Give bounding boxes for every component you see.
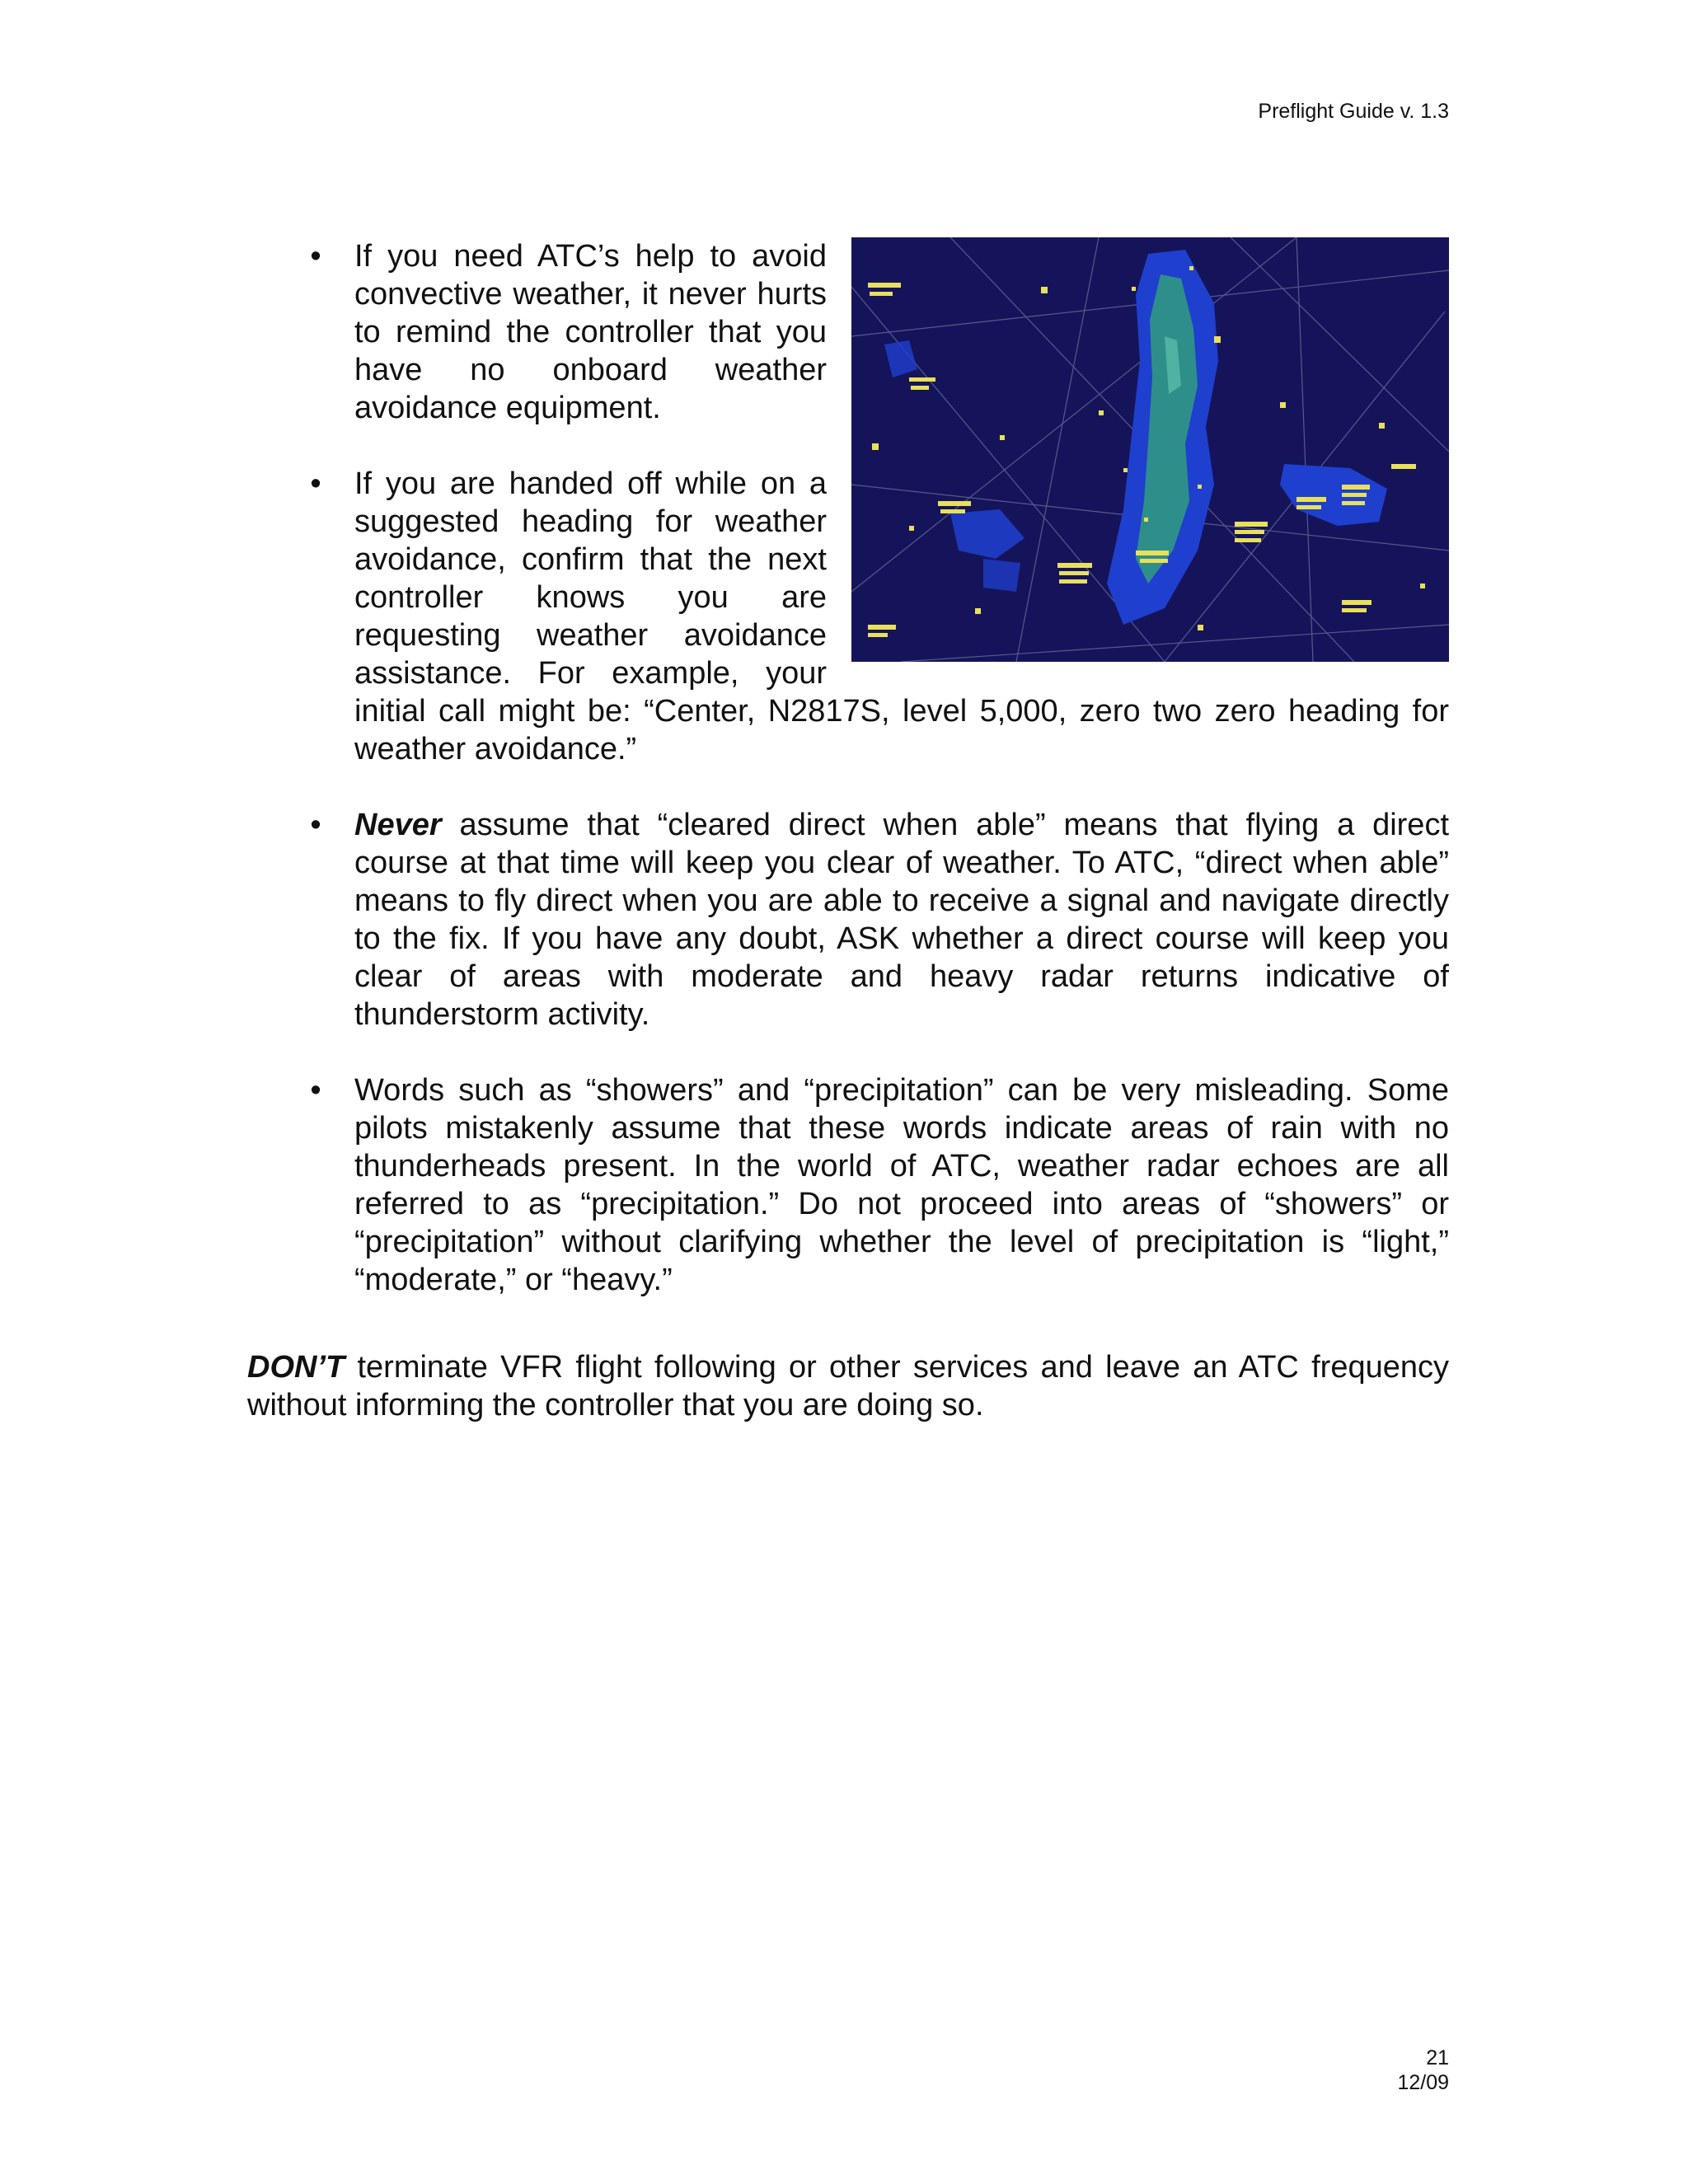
- bullet-text: If you need ATC’s help to avoid convective weather, it never hurts to remind the controller that you have no onboard weather avoidance equipment.: [354, 239, 827, 425]
- bullet-icon: •: [310, 466, 321, 501]
- closing-text: terminate VFR flight following or other services and leave an ATC frequency without informing the controller that you are doing so.: [247, 1350, 1449, 1422]
- emphasis-dont: DON’T: [247, 1350, 345, 1385]
- bullet-item: [247, 237, 1449, 427]
- page-footer: [1397, 2046, 1449, 2095]
- page-header: Preflight Guide v. 1.3: [1258, 100, 1449, 123]
- bullet-item: [247, 465, 1449, 768]
- bullet-item: [247, 1071, 1449, 1299]
- bullet-icon: •: [310, 1073, 321, 1108]
- bullet-text: Words such as “showers” and “precipitation” can be very misleading. Some pilots mistakenly assume that these words indicate areas of rain with no thunderheads present. In the world of ATC, weather radar echoes are all referred to as “precipitation.” Do not proceed into areas of “showers” or “precipitation” without clarifying whether the level of precipitation is “light,” “moderate,” or “heavy.”: [354, 1073, 1449, 1297]
- page-number: 21: [1426, 2046, 1449, 2069]
- bullet-text: If you are handed off while on a suggested heading for weather avoidance, confirm that the next controller knows you are requesting weather avoidance assistance. For example, your initial call might be: “Center, N2817S, level 5,000, zero two zero heading for weather avoidance.”: [354, 466, 1449, 766]
- closing-paragraph: [247, 1348, 1449, 1424]
- bullet-icon: •: [310, 808, 321, 842]
- bullet-item: [247, 806, 1449, 1033]
- bullet-text: assume that “cleared direct when able” means that flying a direct course at that time will keep you clear of weather. To ATC, “direct when able” means to fly direct when you are able to receive a signal and navigate directly to the fix. If you have any doubt, ASK whether a direct course will keep you clear of areas with moderate and heavy radar returns indicative of thunderstorm activity.: [354, 808, 1449, 1032]
- bullet-icon: •: [310, 239, 321, 274]
- bullet-list: [247, 237, 1449, 1337]
- emphasis-never: Never: [354, 808, 442, 842]
- revision-date: 12/09: [1397, 2071, 1449, 2094]
